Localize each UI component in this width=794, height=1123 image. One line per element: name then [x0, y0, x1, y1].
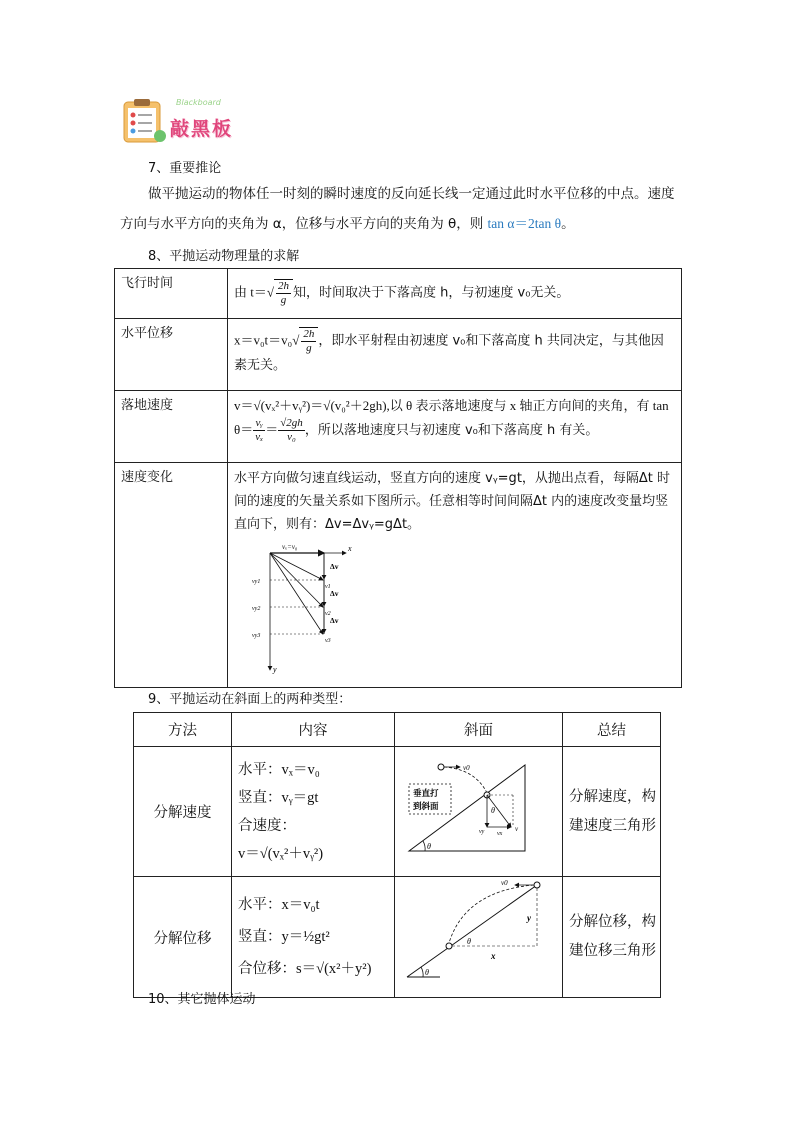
section-9-heading: 9、平抛运动在斜面上的两种类型：: [148, 692, 352, 707]
content-line: 竖直：vᵧ＝gt: [238, 789, 319, 806]
landing-speed-theta: θ＝: [234, 422, 254, 437]
theta-label: θ: [425, 968, 429, 977]
section-7-heading: 7、重要推论: [148, 161, 222, 176]
v3-vector: [270, 553, 323, 634]
content-line: 合速度：: [238, 817, 296, 834]
content-cell: [232, 747, 395, 877]
table-row: [115, 463, 682, 688]
row-label: 飞行时间: [115, 269, 228, 319]
incline-figure-cell: [395, 877, 563, 998]
clipboard-icon: [118, 96, 172, 144]
sqrt-fraction: $\frac{2h}{g}$: [274, 279, 293, 307]
content-line: 水平：x＝v₀t: [238, 897, 320, 913]
logo: [118, 96, 258, 144]
theta-label: θ: [427, 842, 431, 851]
table-row: [115, 269, 682, 319]
header-method: 方法: [134, 713, 232, 747]
row-content: [228, 391, 682, 463]
y-label: y: [527, 913, 531, 923]
content-line: 合位移：s＝√(x²＋y²): [238, 961, 372, 977]
table-row: [115, 391, 682, 463]
incline-figure-cell: [395, 747, 563, 877]
theta-label: θ: [467, 937, 471, 946]
ball-start: [534, 882, 540, 888]
v2-label: v2: [325, 611, 331, 617]
summary-cell: 分解位移，构建位移三角形: [563, 877, 661, 998]
velocity-change-text: 水平方向做匀速直线运动，竖直方向的速度 vᵧ=gt，从抛出点看，每隔Δt 时间的速度的矢量关系如下图所示。任意相等时间间隔Δt 内的速度改变量均竖直向下，则有：Δv=Δvᵧ=gΔt。: [234, 471, 671, 532]
ball-landing: [446, 943, 452, 949]
angle-arc: [423, 841, 425, 851]
vy-label: vy: [479, 829, 485, 835]
section-8-heading: 8、平抛运动物理量的求解: [148, 249, 300, 264]
fraction: $\frac{√2gh}{\text{v₀}}$: [280, 417, 303, 443]
physics-quantities-table: [114, 268, 682, 688]
note-line1: 垂直打: [413, 789, 439, 799]
vx-label: vₓ=v₀: [282, 543, 298, 551]
vx-label: vx: [497, 831, 503, 837]
equals-sign: ＝: [265, 422, 279, 437]
content-line: 水平：vₓ＝v₀: [238, 761, 320, 778]
ball-start: [438, 764, 444, 770]
row-content: 由 t＝√ $\frac{2h}{g}$ 知，时间取决于下落高度 h，与初速度 v₀无关。: [228, 269, 682, 319]
content-cell: [232, 877, 395, 998]
vy2-label: vy2: [252, 606, 261, 612]
incline-line: [407, 885, 537, 977]
dv-label: Δv: [330, 616, 339, 625]
content-line: 竖直：y＝½gt²: [238, 929, 330, 945]
header-summary: 总结: [563, 713, 661, 747]
summary-cell: 分解速度，构建速度三角形: [563, 747, 661, 877]
header-incline: 斜面: [395, 713, 563, 747]
table-header-row: [134, 713, 661, 747]
v0-label: v0: [501, 879, 508, 887]
table-row: [115, 319, 682, 391]
sqrt-fraction: $\frac{2h}{g}$: [299, 327, 318, 355]
dv-label: Δv: [330, 562, 339, 571]
header-content: 内容: [232, 713, 395, 747]
table-row: [134, 747, 661, 877]
section-10-heading: 10、其它抛体运动: [148, 992, 256, 1007]
section-7-body: 做平抛运动的物体任一时刻的瞬时速度的反向延长线一定通过此时水平位移的中点。速度方向与水平方向的夹角为 α，位移与水平方向的夹角为 θ，则: [120, 186, 675, 232]
v3-label: v3: [325, 638, 331, 644]
note-line2: 到斜面: [413, 802, 439, 812]
dv-label: Δv: [330, 589, 339, 598]
incline-types-table: [133, 712, 661, 998]
velocity-vector-diagram: [252, 540, 362, 675]
content-line: v＝√(vₓ²＋vᵧ²): [238, 845, 324, 862]
method-cell: 分解位移: [134, 877, 232, 998]
fraction: $\frac{\text{vᵧ}}{\text{vₓ}}$: [255, 417, 264, 443]
method-cell: 分解速度: [134, 747, 232, 877]
tan-formula: tan α＝2tan θ: [487, 216, 562, 231]
row-label: 速度变化: [115, 463, 228, 688]
time-formula-post: 知，时间取决于下落高度 h，与初速度 v₀无关。: [293, 285, 570, 301]
landing-speed-line1: v＝√(vₓ²＋vᵧ²)＝√(v₀²＋2gh),以 θ 表示落地速度与 x 轴正方向间的夹角，有 tan: [234, 398, 669, 413]
vy1-label: vy1: [252, 579, 261, 585]
theta-label: θ: [491, 806, 495, 815]
time-formula-pre: 由 t＝: [234, 284, 267, 300]
v0-label: v0: [463, 764, 470, 772]
vy3-label: vy3: [252, 633, 261, 639]
section-7-end: 。: [561, 216, 575, 232]
table-row: [134, 877, 661, 998]
angle-arc: [421, 967, 423, 977]
row-label: 水平位移: [115, 319, 228, 391]
range-formula-post: ，即水平射程由初速度 v₀和下落高度 h 共同决定，与其他因素无关。: [234, 333, 664, 373]
v1-label: v1: [325, 584, 331, 590]
v1-vector: [270, 553, 323, 580]
section-7-text: [120, 180, 680, 239]
v-label: v: [515, 825, 519, 833]
logo-subtitle: Blackboard: [176, 98, 221, 107]
x-axis-label: x: [348, 544, 352, 553]
row-label: 落地速度: [115, 391, 228, 463]
logo-title: 敲黑板: [170, 118, 234, 140]
displacement-incline-diagram: [395, 877, 560, 993]
row-content: [228, 463, 682, 688]
landing-speed-post: ，所以落地速度只与初速度 v₀和下落高度 h 有关。: [304, 423, 599, 438]
row-content: x＝v₀t＝v₀√ $\frac{2h}{g}$ ，即水平射程由初速度 v₀和下落高度 h 共同决定，与其他因素无关。: [228, 319, 682, 391]
trajectory: [449, 885, 534, 943]
range-formula-pre: x＝v₀t＝v₀: [234, 332, 293, 348]
x-label: x: [491, 951, 496, 961]
velocity-incline-diagram: [395, 747, 560, 872]
y-axis-label: y: [273, 665, 277, 674]
